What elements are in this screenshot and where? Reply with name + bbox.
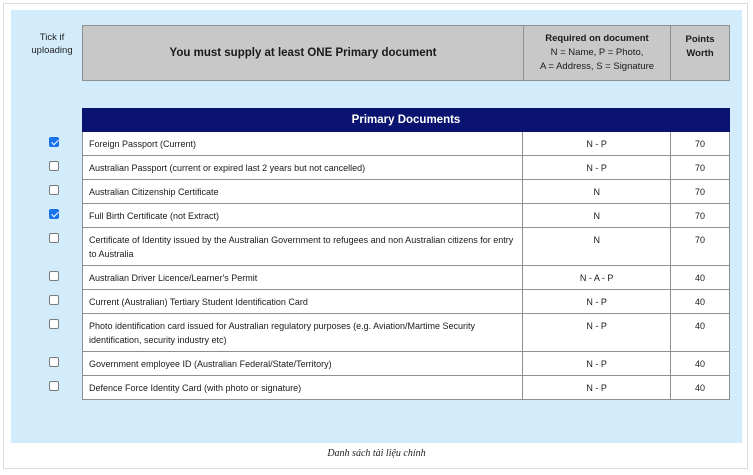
required-fields-cell: N - P	[523, 156, 671, 179]
table-row	[83, 314, 730, 352]
table-row	[83, 376, 730, 400]
tick-column-header: Tick if uploading	[31, 32, 73, 56]
points-cell: 40	[671, 314, 730, 351]
table-row	[83, 290, 730, 314]
document-name-cell: Australian Passport (current or expired last 2 years but not cancelled)	[83, 156, 523, 179]
points-cell: 70	[671, 204, 730, 227]
points-cell: 40	[671, 290, 730, 313]
table-row	[83, 132, 730, 156]
points-cell: 70	[671, 180, 730, 203]
document-name-cell: Australian Driver Licence/Learner's Permit	[83, 266, 523, 289]
required-fields-cell: N - P	[523, 314, 671, 351]
document-name-cell: Defence Force Identity Card (with photo or signature)	[83, 376, 523, 399]
points-cell: 70	[671, 132, 730, 155]
points-cell: 40	[671, 352, 730, 375]
required-fields-cell: N - A - P	[523, 266, 671, 289]
document-name-cell: Current (Australian) Tertiary Student Identification Card	[83, 290, 523, 313]
required-fields-cell: N - P	[523, 132, 671, 155]
table-row	[83, 228, 730, 266]
required-fields-cell: N - P	[523, 290, 671, 313]
required-fields-cell: N	[523, 228, 671, 265]
figure-caption: Danh sách tài liệu chính	[327, 448, 426, 459]
points-cell: 70	[671, 156, 730, 179]
upload-checkbox[interactable]	[49, 185, 59, 195]
required-fields-cell: N	[523, 180, 671, 203]
required-fields-cell: N - P	[523, 352, 671, 375]
points-worth-header: Points Worth	[670, 25, 730, 81]
upload-checkbox[interactable]	[49, 319, 59, 329]
upload-checkbox[interactable]	[49, 161, 59, 171]
document-name-cell: Foreign Passport (Current)	[83, 132, 523, 155]
main-requirement-header: You must supply at least ONE Primary document	[82, 25, 524, 81]
upload-checkbox[interactable]	[49, 271, 59, 281]
upload-checkbox[interactable]	[49, 381, 59, 391]
table-row	[83, 352, 730, 376]
document-name-cell: Certificate of Identity issued by the Australian Government to refugees and non Australian citizens for entry to Australia	[83, 228, 523, 265]
primary-documents-table	[82, 132, 730, 400]
table-row	[83, 156, 730, 180]
points-cell: 40	[671, 266, 730, 289]
primary-documents-band: Primary Documents	[82, 108, 730, 132]
table-row	[83, 266, 730, 290]
document-name-cell: Government employee ID (Australian Federal/State/Territory)	[83, 352, 523, 375]
points-cell: 70	[671, 228, 730, 265]
table-row	[83, 204, 730, 228]
points-cell: 40	[671, 376, 730, 399]
upload-checkbox[interactable]	[49, 209, 59, 219]
document-name-cell: Photo identification card issued for Australian regulatory purposes (e.g. Aviation/Martime Security identification, security industry etc)	[83, 314, 523, 351]
document-name-cell: Australian Citizenship Certificate	[83, 180, 523, 203]
upload-checkbox[interactable]	[49, 357, 59, 367]
required-fields-cell: N	[523, 204, 671, 227]
required-fields-cell: N - P	[523, 376, 671, 399]
document-name-cell: Full Birth Certificate (not Extract)	[83, 204, 523, 227]
upload-checkbox[interactable]	[49, 295, 59, 305]
upload-checkbox[interactable]	[49, 233, 59, 243]
table-row	[83, 180, 730, 204]
upload-checkbox[interactable]	[49, 137, 59, 147]
required-on-document-header: Required on document N = Name, P = Photo, A = Address, S = Signature	[523, 25, 671, 81]
